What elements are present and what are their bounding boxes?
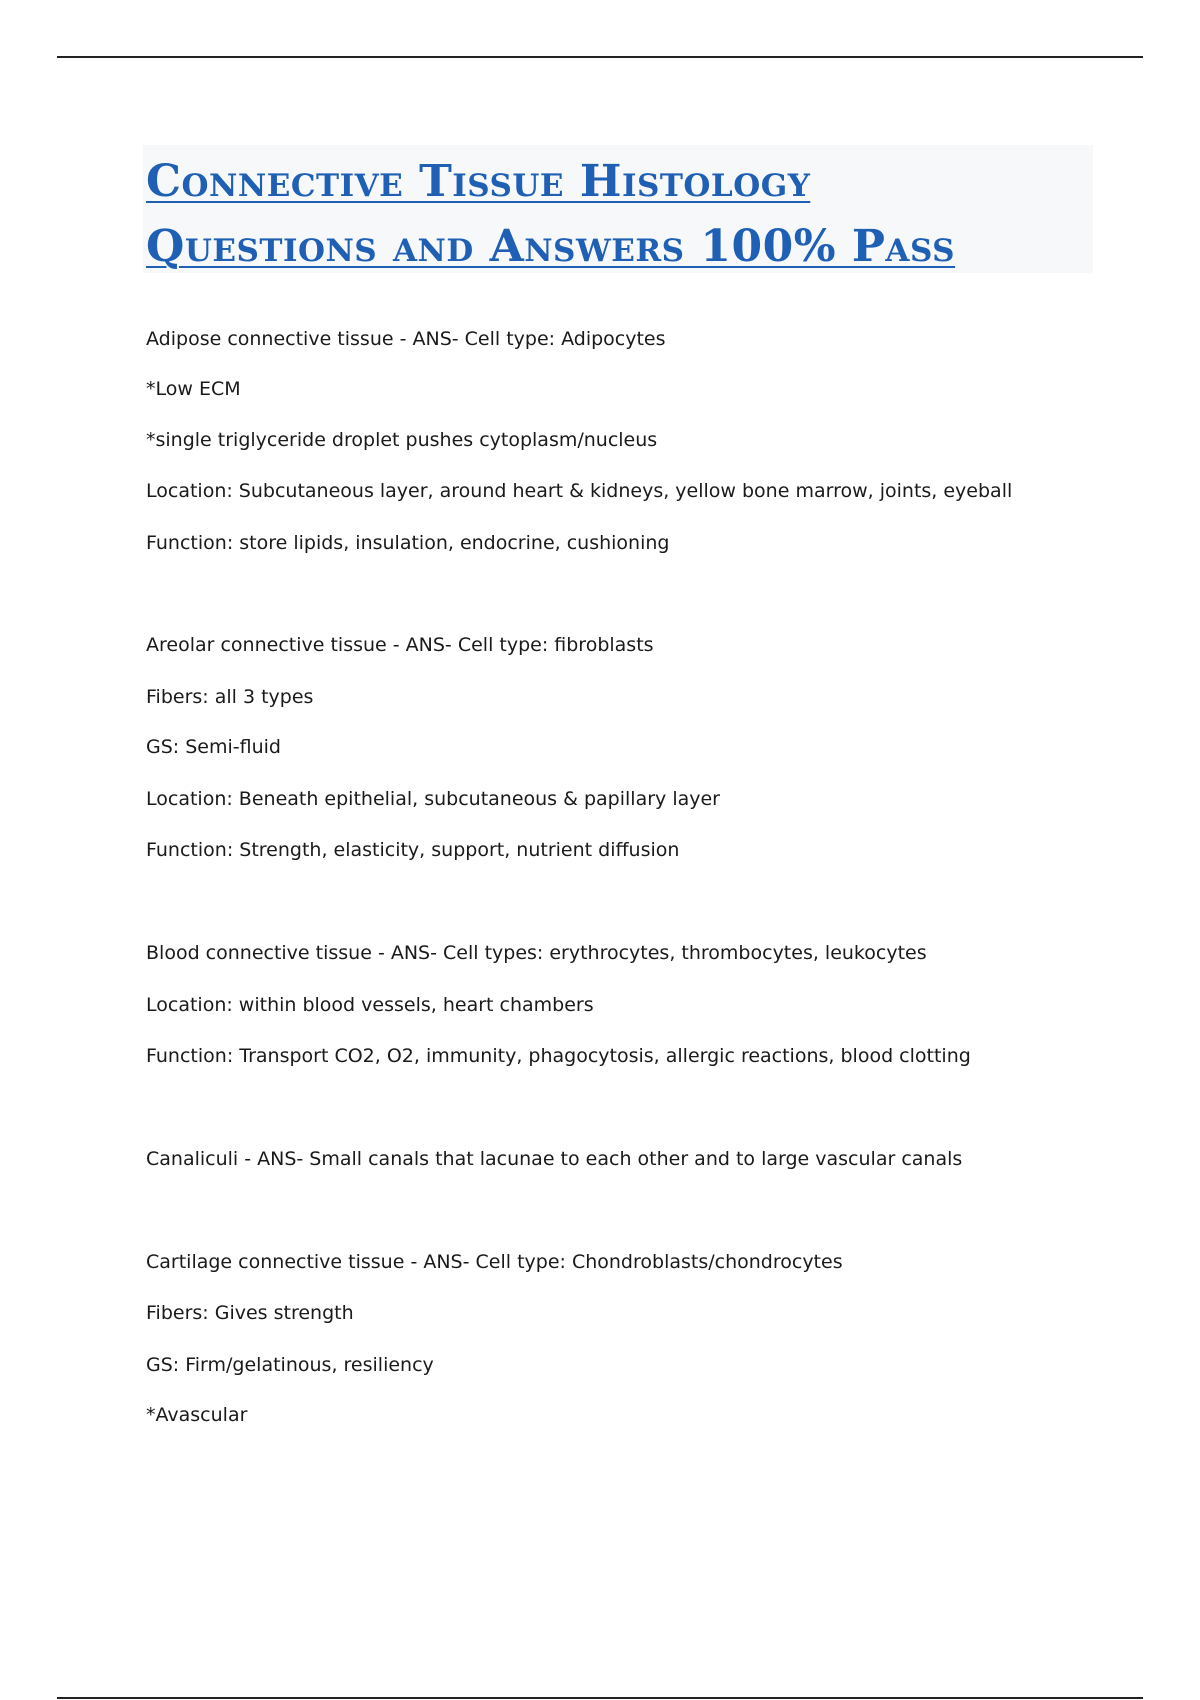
entry-adipose-line-1: Adipose connective tissue - ANS- Cell type: Adipocytes xyxy=(146,328,666,350)
entry-cartilage-line-2: Fibers: Gives strength xyxy=(146,1302,354,1324)
entry-blood-line-1: Blood connective tissue - ANS- Cell types: erythrocytes, thrombocytes, leukocytes xyxy=(146,942,927,964)
entry-adipose-line-3: *single triglyceride droplet pushes cytoplasm/nucleus xyxy=(146,429,658,451)
entry-cartilage-line-3: GS: Firm/gelatinous, resiliency xyxy=(146,1354,434,1376)
document-title-line-2: Questions and Answers 100% Pass xyxy=(146,221,956,272)
entry-areolar-line-2: Fibers: all 3 types xyxy=(146,686,314,708)
entry-cartilage-line-1: Cartilage connective tissue - ANS- Cell type: Chondroblasts/chondrocytes xyxy=(146,1251,843,1273)
entry-areolar-line-5: Function: Strength, elasticity, support, nutrient diffusion xyxy=(146,839,680,861)
entry-areolar-line-1: Areolar connective tissue - ANS- Cell type: fibroblasts xyxy=(146,634,654,656)
document-title-line-1: Connective Tissue Histology xyxy=(146,156,811,207)
entry-areolar-line-4: Location: Beneath epithelial, subcutaneous & papillary layer xyxy=(146,788,720,810)
header-rule xyxy=(57,56,1143,58)
entry-adipose-line-4: Location: Subcutaneous layer, around heart & kidneys, yellow bone marrow, joints, eyeball xyxy=(146,480,1013,502)
entry-adipose-line-2: *Low ECM xyxy=(146,378,241,400)
entry-blood-line-2: Location: within blood vessels, heart chambers xyxy=(146,994,594,1016)
entry-areolar-line-3: GS: Semi-fluid xyxy=(146,736,281,758)
entry-canaliculi-line-1: Canaliculi - ANS- Small canals that lacunae to each other and to large vascular canals xyxy=(146,1148,963,1170)
entry-cartilage-line-4: *Avascular xyxy=(146,1404,248,1426)
entry-adipose-line-5: Function: store lipids, insulation, endocrine, cushioning xyxy=(146,532,670,554)
footer-rule xyxy=(57,1697,1143,1699)
entry-blood-line-3: Function: Transport CO2, O2, immunity, phagocytosis, allergic reactions, blood clotting xyxy=(146,1045,971,1067)
